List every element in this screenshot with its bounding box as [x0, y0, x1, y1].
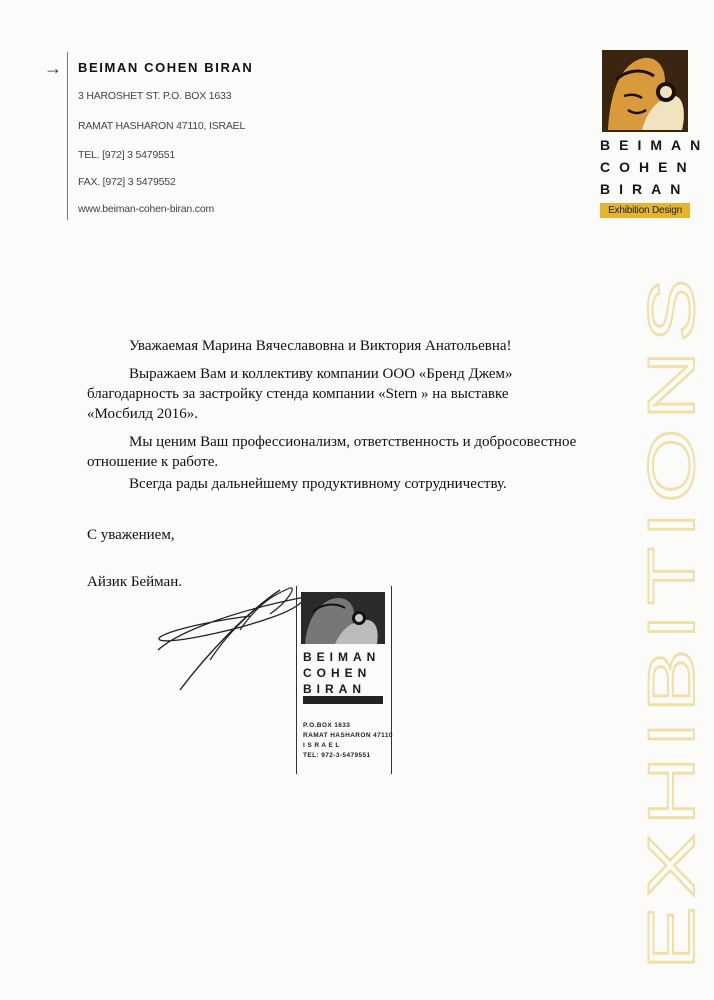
stamp-pobox: P.O.BOX 1633: [303, 722, 351, 729]
website-link[interactable]: www.beiman-cohen-biran.com: [78, 203, 215, 215]
address-line-2: RAMAT HASHARON 47110, ISRAEL: [78, 120, 246, 132]
logo-tagline: Exhibition Design: [600, 203, 690, 218]
arrow-right-icon: →: [44, 58, 62, 78]
svg-text:EXHIBITIONS: EXHIBITIONS: [634, 485, 708, 970]
paragraph-3: Всегда рады дальнейшему продуктивному сотрудничеству.: [129, 476, 507, 492]
company-stamp: [296, 586, 392, 774]
paragraph-2-line-1: Мы ценим Ваш профессионализм, ответственность и добросовестное: [129, 434, 577, 450]
stamp-text-biran: BIRAN: [303, 682, 366, 696]
letterhead-divider: [67, 52, 68, 220]
stamp-text-cohen: COHEN: [303, 666, 372, 680]
phone-number: TEL. [972] 3 5479551: [78, 149, 175, 161]
paragraph-2-line-2: отношение к работе.: [87, 454, 219, 470]
stamp-country: I S R A E L: [303, 742, 340, 749]
stamp-logo-image: [301, 592, 385, 644]
paragraph-1-line-2: благодарность за застройку стенда компании «Stern » на выставке: [87, 386, 509, 402]
address-line-1: 3 HAROSHET ST. P.O. BOX 1633: [78, 90, 232, 102]
logo-text-beiman: BEIMAN: [600, 137, 710, 153]
company-logo-image: [602, 50, 688, 132]
signer-name: Айзик Бейман.: [87, 574, 182, 590]
logo-text-biran: BIRAN: [600, 181, 690, 197]
stamp-phone: TEL: 972-3-5479551: [303, 752, 371, 759]
paragraph-1-line-3: «Мосбилд 2016».: [87, 406, 198, 422]
stamp-text-beiman: BEIMAN: [303, 650, 381, 664]
fax-number: FAX. [972] 3 5479552: [78, 176, 176, 188]
paragraph-1-line-1: Выражаем Вам и коллективу компании ООО «Бренд Джем»: [129, 366, 513, 382]
stamp-city: RAMAT HASHARON 47110: [303, 732, 393, 739]
closing: С уважением,: [87, 527, 175, 543]
company-name: BEIMAN COHEN BIRAN: [78, 60, 254, 75]
greeting: Уважаемая Марина Вячеславовна и Виктория Анатольевна!: [129, 338, 512, 354]
stamp-strip: [303, 696, 383, 704]
logo-text-cohen: COHEN: [600, 159, 696, 175]
handwritten-signature: [150, 580, 310, 700]
